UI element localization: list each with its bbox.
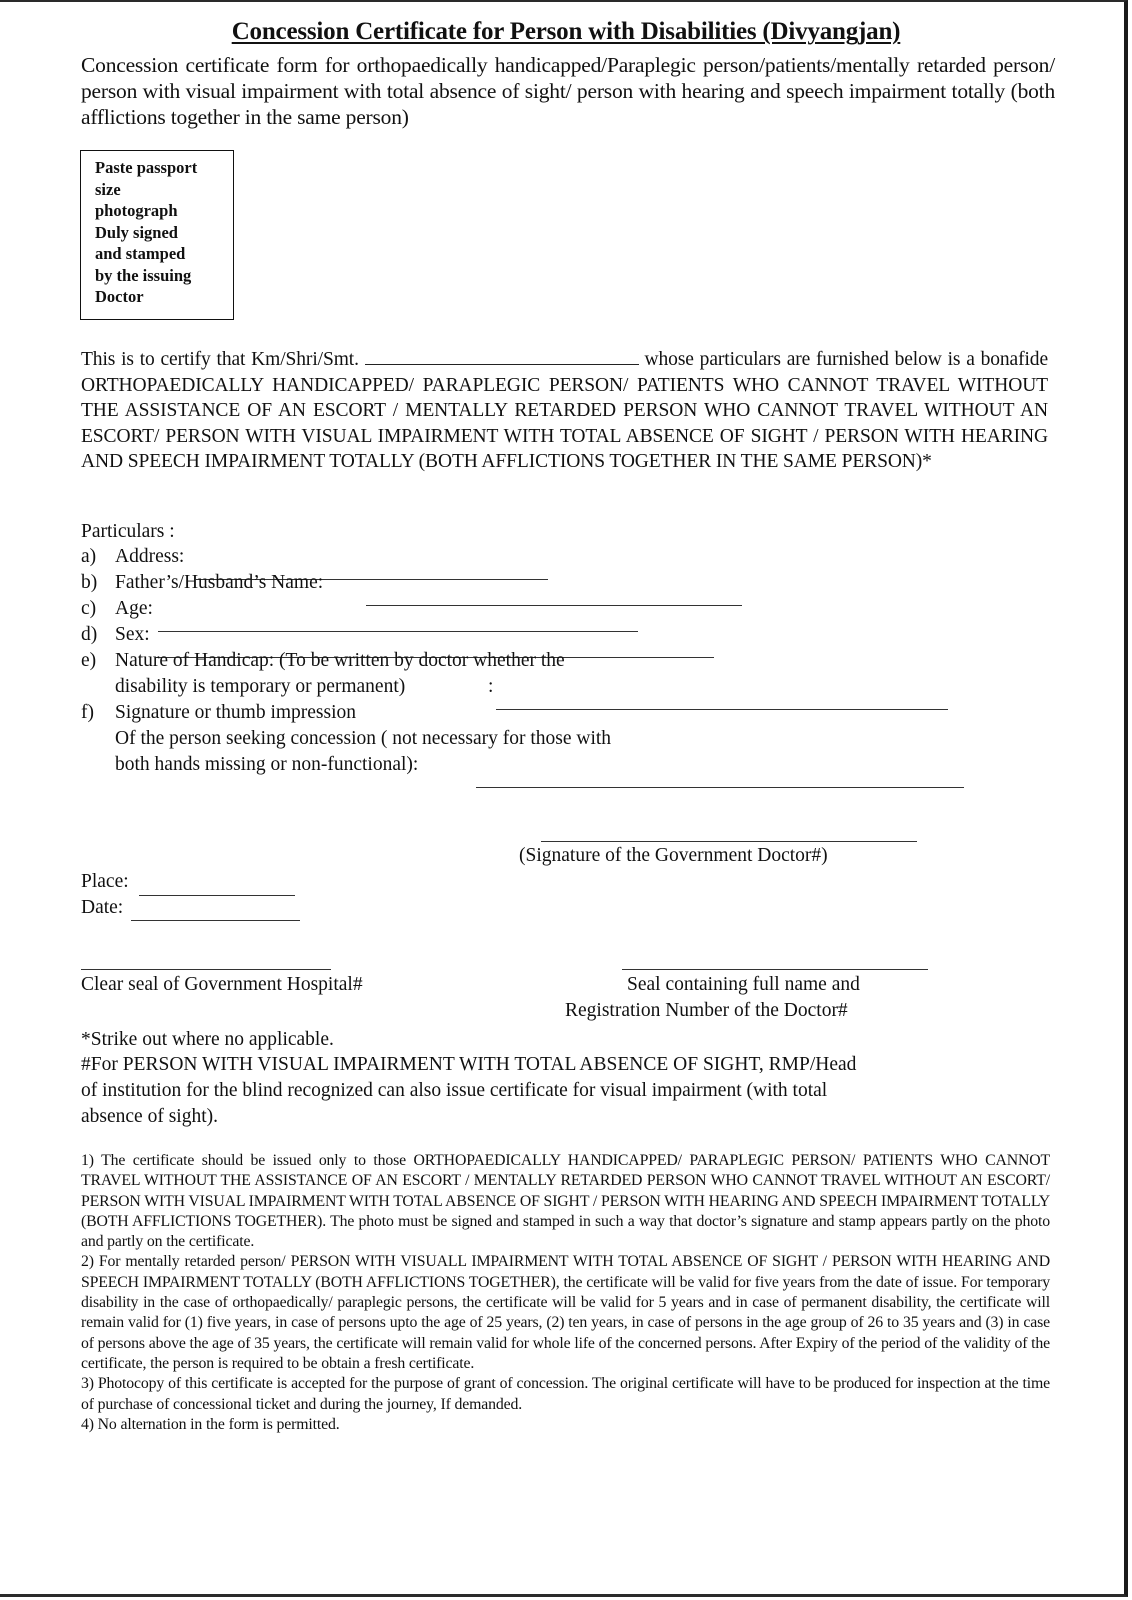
marker-b: b)	[81, 572, 98, 593]
photo-placeholder-box	[80, 150, 234, 320]
doctor-seal-caption-1: Seal containing full name and	[627, 974, 860, 995]
age-label: Age:	[115, 598, 153, 619]
instructions-list	[81, 1151, 1050, 1435]
age-field[interactable]	[158, 631, 638, 632]
hash-note-line-2: of institution for the blind recognized can also issue certificate for visual impairment (with total	[81, 1080, 828, 1101]
sex-label: Sex:	[115, 624, 150, 645]
signature-thumb-label-3: both hands missing or non-functional):	[115, 754, 419, 775]
hospital-seal-line[interactable]	[81, 969, 331, 970]
certification-paragraph	[81, 347, 1048, 475]
name-field[interactable]	[365, 348, 639, 365]
father-husband-name-label: Father’s/Husband’s Name:	[115, 572, 324, 593]
hash-note-line-3: absence of sight).	[81, 1106, 218, 1127]
instruction-item: 4) No alternation in the form is permitted.	[81, 1415, 340, 1433]
hospital-seal-caption: Clear seal of Government Hospital#	[81, 974, 363, 995]
marker-d: d)	[81, 624, 98, 645]
page-title: Concession Certificate for Person with Disabilities (Divyangjan)	[231, 18, 901, 45]
date-field[interactable]	[131, 920, 300, 921]
nature-of-handicap-label-2: disability is temporary or permanent)	[115, 676, 406, 697]
certify-body: is a bonafide ORTHOPAEDICALLY HANDICAPPED/ PARAPLEGIC PERSON/ PATIENTS WHO CANNOT TRAVEL WITHOUT THE ASSISTANCE OF AN ESCORT / MENTALLY RETARDED PERSON WHO CANNOT TRAVEL WITHOUT AN ESCORT/ PERSON WITH VISUAL IMPAIRMENT WITH TOTAL ABSENCE OF SIGHT / PERSON WITH HEARING AND SPEECH IMPAIRMENT TOTALLY (BOTH AFFLICTIONS TOGETHER IN THE SAME PERSON)*	[81, 349, 1049, 472]
photo-box-line: by the issuing	[95, 265, 192, 285]
certify-prefix: This is to certify that Km/Shri/Smt.	[81, 349, 359, 370]
nature-of-handicap-label: Nature of Handicap: (To be written by doctor whether the	[115, 650, 565, 671]
signature-thumb-label-2: Of the person seeking concession ( not necessary for those with	[115, 728, 612, 749]
address-label: Address:	[115, 546, 185, 567]
photo-box-line: size	[95, 179, 121, 199]
photo-box-line: and stamped	[95, 244, 186, 263]
signature-thumb-label: Signature or thumb impression	[115, 702, 357, 723]
doctor-signature-caption: (Signature of the Government Doctor#)	[519, 845, 828, 866]
photo-box-line: Duly signed	[95, 222, 178, 242]
particulars-heading: Particulars :	[81, 521, 175, 542]
intro-paragraph: Concession certificate form for orthopaedically handicapped/Paraplegic person/patients/mentally retarded person/ person with visual impairment with total absence of sight/ person with hearing and speech impairment totally (both afflictions together in the same person)	[81, 53, 1055, 129]
photo-box-line: Paste passport	[95, 158, 198, 177]
instruction-item: 3) Photocopy of this certificate is accepted for the purpose of grant of concession. The original certificate will have to be produced for inspection at the time of purchase of concessional ticket and during the journey, If demanded.	[81, 1375, 1050, 1413]
marker-f: f)	[81, 702, 94, 723]
marker-a: a)	[81, 546, 97, 567]
date-label: Date:	[81, 897, 124, 918]
father-husband-name-field[interactable]	[366, 605, 742, 606]
place-label: Place:	[81, 871, 129, 892]
marker-e: e)	[81, 650, 97, 671]
instruction-item: 1) The certificate should be issued only to those ORTHOPAEDICALLY HANDICAPPED/ PARAPLEGIC PERSON/ PATIENTS WHO CANNOT TRAVEL WITHOUT THE ASSISTANCE OF AN ESCORT / MENTALLY RETARDED PERSON WHO CANNOT TRAVEL WITHOUT AN ESCORT/ PERSON WITH VISUAL IMPAIRMENT WITH TOTAL ABSENCE OF SIGHT / PERSON WITH HEARING AND SPEECH IMPAIRMENT TOTALLY (BOTH AFFLICTIONS TOGETHER). The photo must be signed and stamped in such a way that doctor’s signature and stamp appears partly on the photo and partly on the certificate.	[81, 1152, 1050, 1251]
nature-of-handicap-field[interactable]	[496, 709, 948, 710]
signature-thumb-field[interactable]	[476, 787, 964, 788]
marker-c: c)	[81, 598, 97, 619]
hash-note-line-1: #For PERSON WITH VISUAL IMPAIRMENT WITH TOTAL ABSENCE OF SIGHT, RMP/Head	[81, 1054, 857, 1075]
doctor-signature-line[interactable]	[541, 841, 917, 842]
photo-box-line: photograph	[95, 201, 178, 220]
instruction-item: 2) For mentally retarded person/ PERSON WITH VISUALL IMPAIRMENT WITH TOTAL ABSENCE OF SIGHT / PERSON WITH HEARING AND SPEECH IMPAIRMENT TOTALLY (BOTH AFFLICTIONS TOGETHER), the certificate will be valid for five years from the date of issue. For temporary disability in the case of orthopaedically/ paraplegic persons, the certificate will be valid for 5 years and in case of permanent disability, the certificate will remain valid for (1) five years, in case of persons upto the age of 25 years, (2) ten years, in case of persons in the age group of 26 to 35 years and (3) in case of persons above the age of 35 years, the certificate will remain valid for whole life of the concerned persons. After Expiry of the period of the validity of the certificate, the person is required to be obtain a fresh certificate.	[81, 1253, 1050, 1372]
place-field[interactable]	[139, 895, 295, 896]
doctor-seal-caption-2: Registration Number of the Doctor#	[565, 1000, 848, 1021]
nature-of-handicap-colon: :	[488, 676, 494, 697]
strike-out-note: *Strike out where no applicable.	[81, 1029, 334, 1050]
photo-box-line: Doctor	[95, 287, 144, 306]
doctor-seal-line[interactable]	[622, 969, 928, 970]
certify-suffix: whose particulars are furnished below	[644, 349, 942, 370]
